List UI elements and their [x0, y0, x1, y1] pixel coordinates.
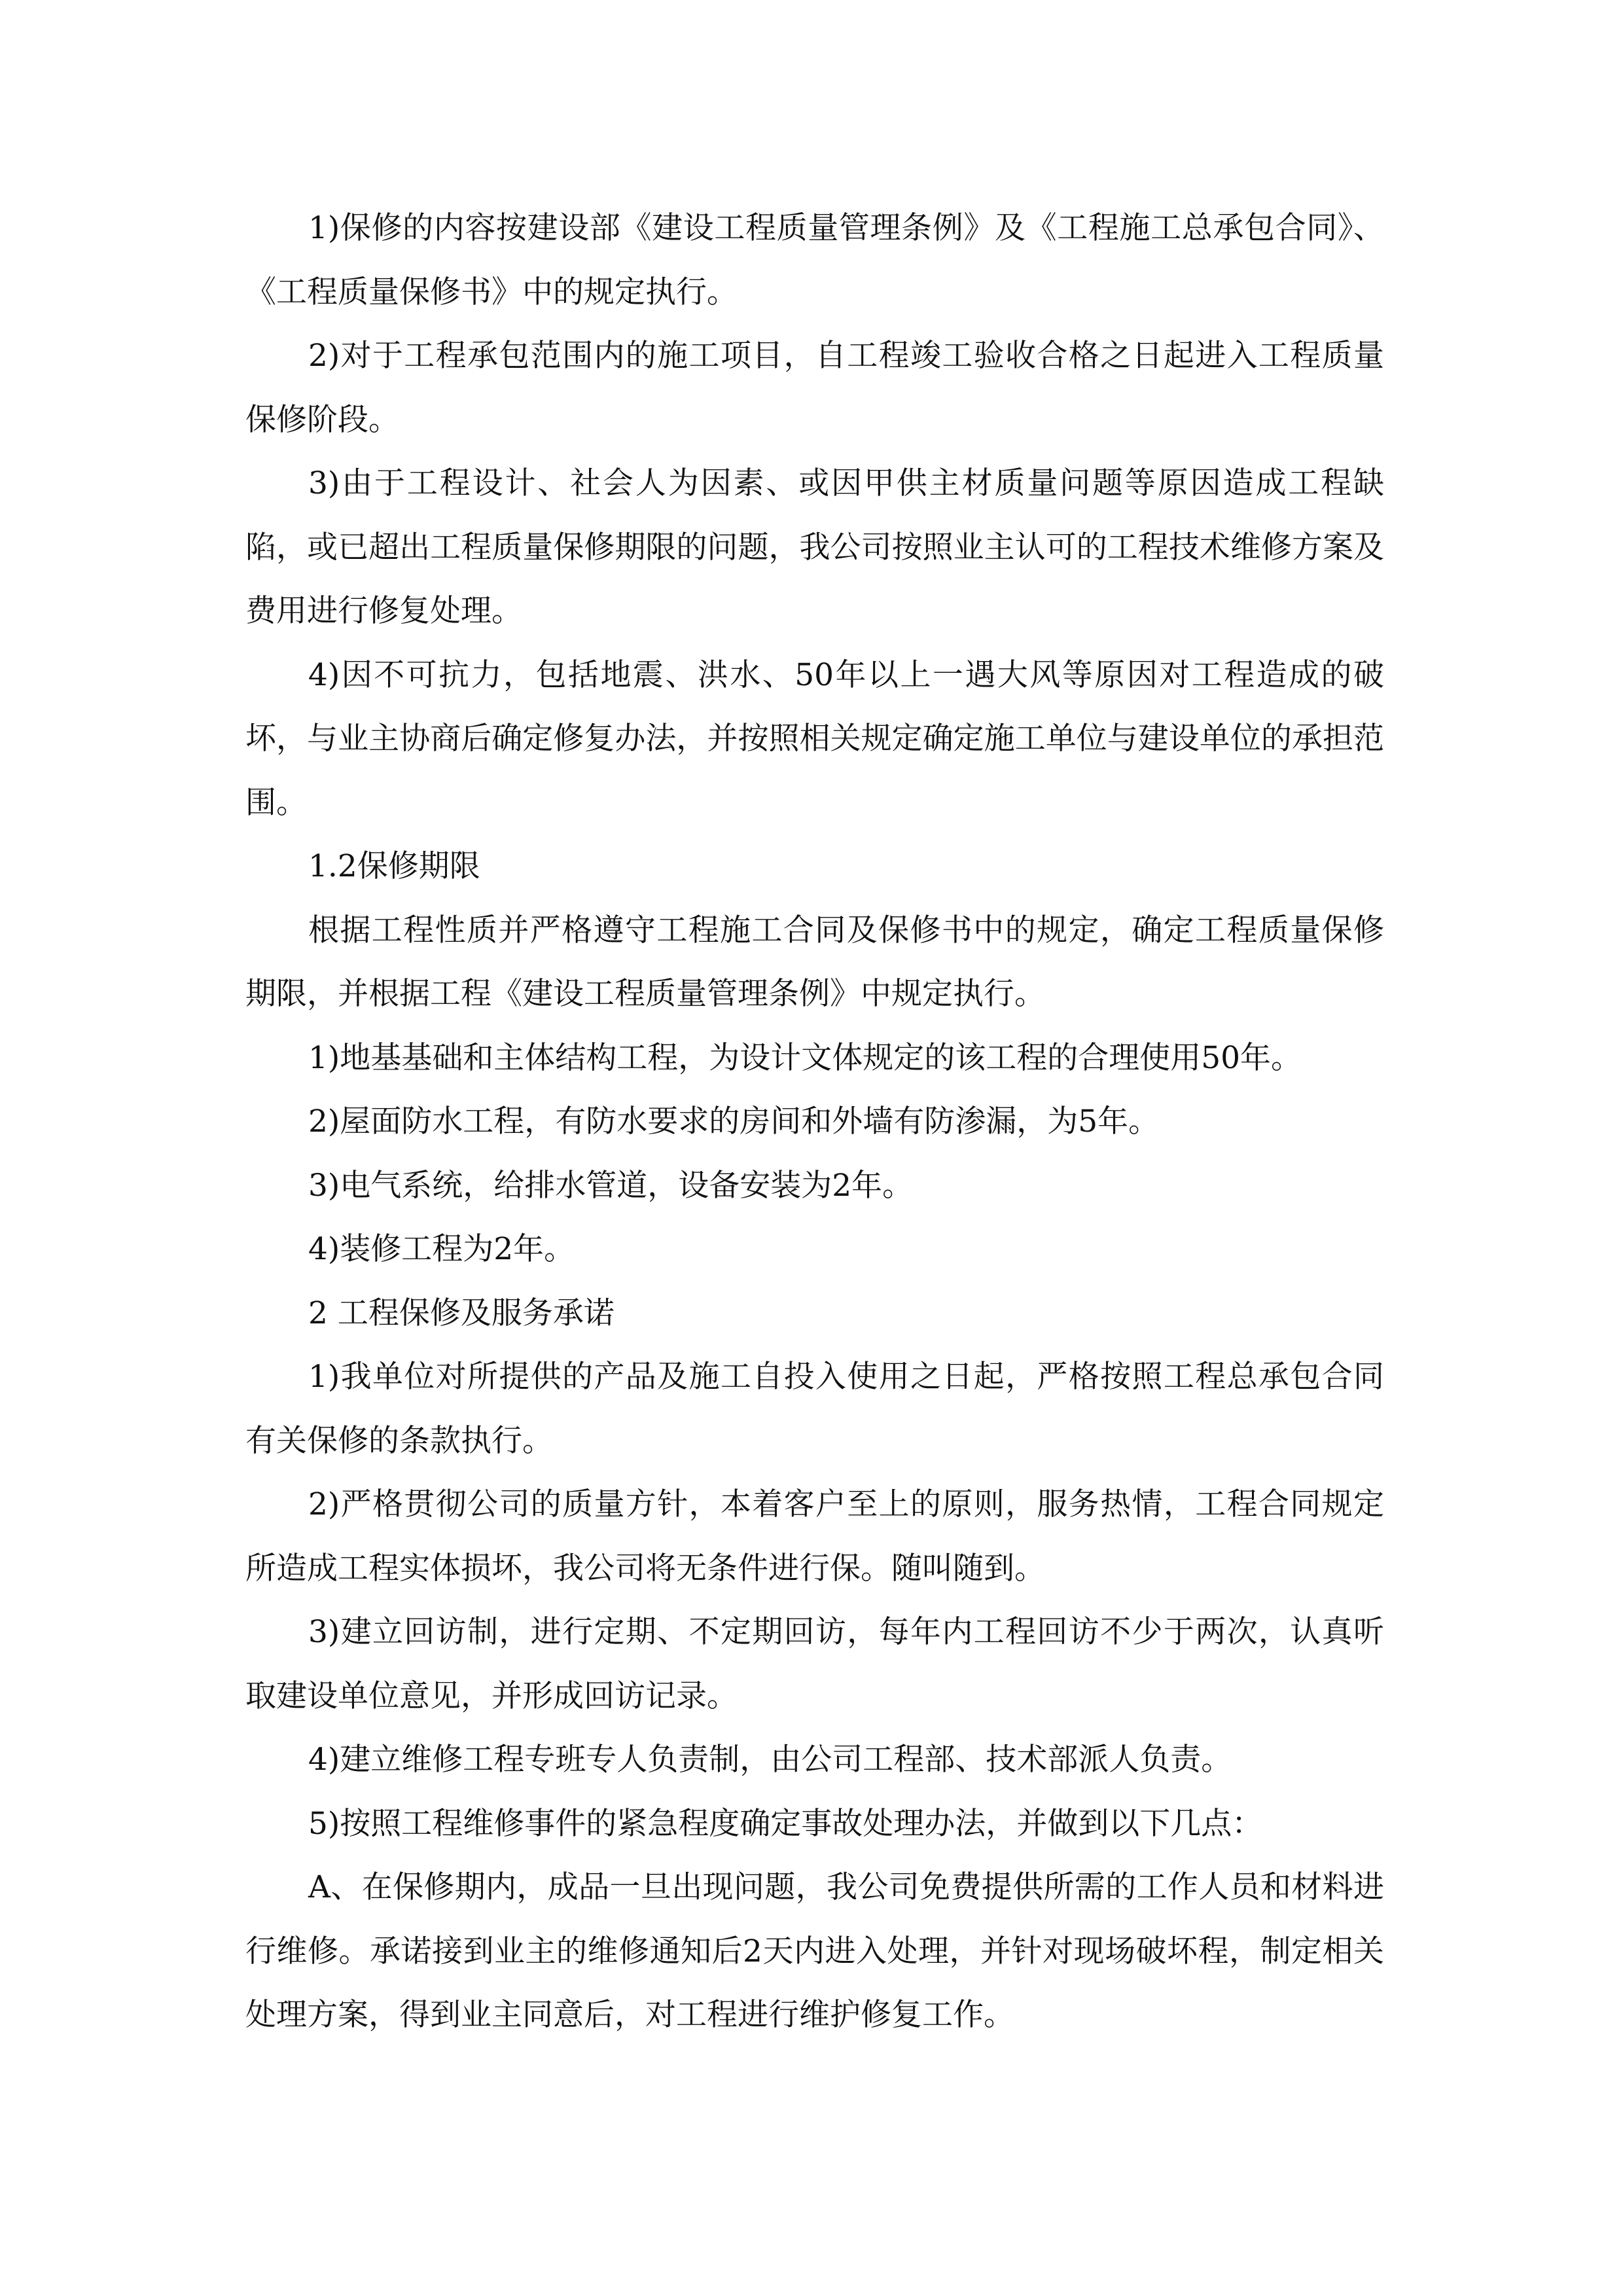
section-heading-service-commitment: 2 工程保修及服务承诺: [308, 1295, 615, 1331]
paragraph-warranty-content: 1)保修的内容按建设部《建设工程质量管理条例》及《工程施工总承包合同》、《工程质量保修书》中的规定执行。: [245, 210, 1384, 310]
section-heading-warranty-period: 1.2保修期限: [308, 848, 480, 884]
paragraph-defect-repair: 3)由于工程设计、社会人为因素、或因甲供主材质量问题等原因造成工程缺陷，或已超出工程质量保修期限的问题，我公司按照业主认可的工程技术维修方案及费用进行修复处理。: [245, 465, 1384, 629]
paragraph-roof-waterproofing: 2)屋面防水工程，有防水要求的房间和外墙有防渗漏，为5年。: [308, 1103, 1160, 1139]
paragraph-commitment-5: 5)按照工程维修事件的紧急程度确定事故处理办法，并做到以下几点：: [308, 1805, 1263, 1842]
paragraph-foundation-structure: 1)地基基础和主体结构工程，为设计文体规定的该工程的合理使用50年。: [308, 1039, 1302, 1076]
paragraph-period-basis: 根据工程性质并严格遵守工程施工合同及保修书中的规定，确定工程质量保修期限，并根据工程《建设工程质量管理条例》中规定执行。: [245, 912, 1384, 1012]
paragraph-commitment-3: 3)建立回访制，进行定期、不定期回访，每年内工程回访不少于两次，认真听取建设单位意见，并形成回访记录。: [245, 1614, 1384, 1714]
paragraph-force-majeure: 4)因不可抗力，包括地震、洪水、50年以上一遇大风等原因对工程造成的破坏，与业主协商后确定修复办法，并按照相关规定确定施工单位与建设单位的承担范围。: [245, 656, 1384, 821]
paragraph-decoration: 4)装修工程为2年。: [308, 1231, 575, 1267]
paragraph-electrical-plumbing: 3)电气系统，给排水管道，设备安装为2年。: [308, 1167, 914, 1204]
paragraph-warranty-stage: 2)对于工程承包范围内的施工项目，自工程竣工验收合格之日起进入工程质量保修阶段。: [245, 338, 1384, 438]
document-body: [245, 196, 1384, 2047]
paragraph-commitment-2: 2)严格贯彻公司的质量方针，本着客户至上的原则，服务热情，工程合同规定所造成工程实体损坏，我公司将无条件进行保。随叫随到。: [245, 1486, 1384, 1587]
paragraph-commitment-4: 4)建立维修工程专班专人负责制，由公司工程部、技术部派人负责。: [308, 1742, 1232, 1778]
paragraph-commitment-a: A、在保修期内，成品一旦出现问题，我公司免费提供所需的工作人员和材料进行维修。承诺接到业主的维修通知后2天内进入处理，并针对现场破坏程，制定相关处理方案，得到业主同意后，对工程进行维护修复工作。: [245, 1869, 1384, 2033]
paragraph-commitment-1: 1)我单位对所提供的产品及施工自投入使用之日起，严格按照工程总承包合同有关保修的条款执行。: [245, 1359, 1384, 1459]
